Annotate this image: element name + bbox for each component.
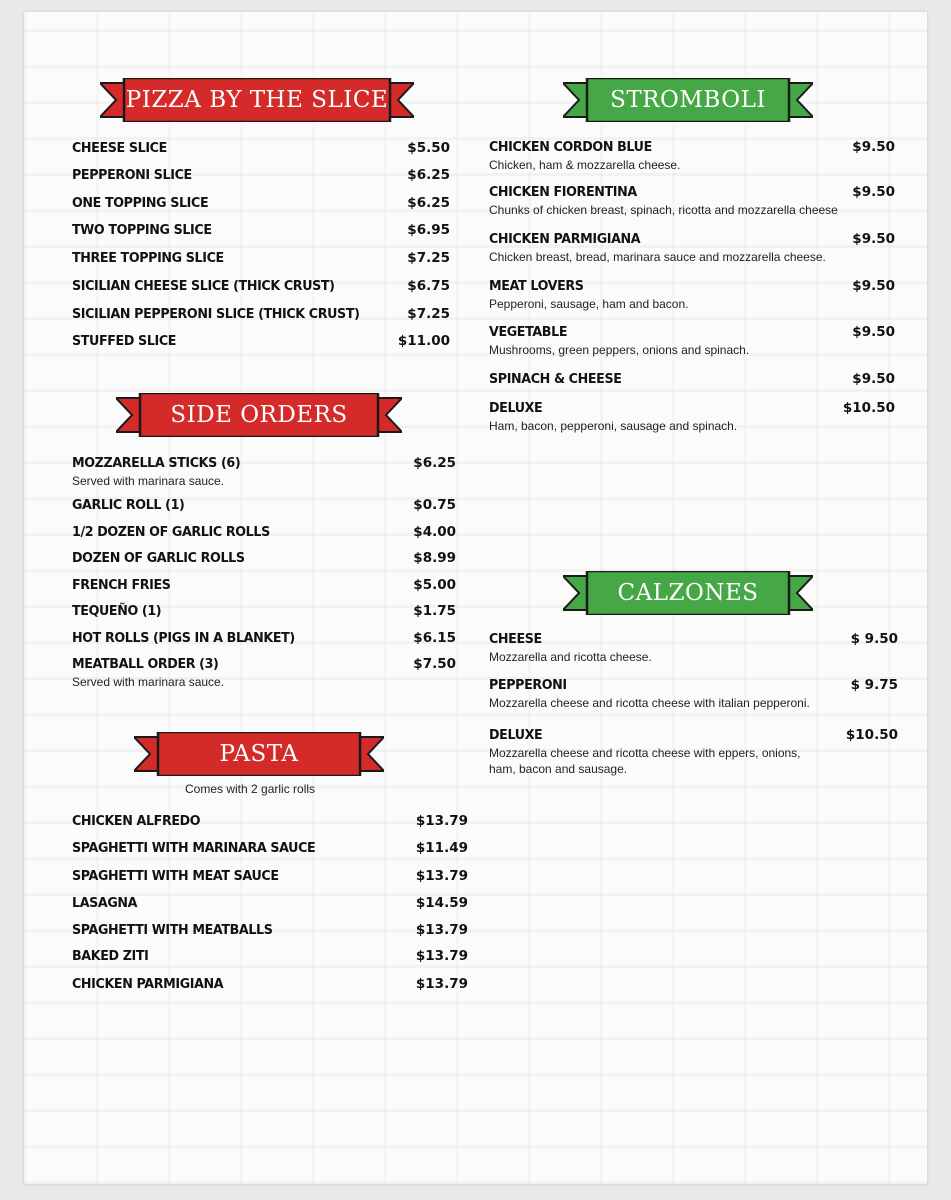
item-name: HOT ROLLS (PIGS IN A BLANKET) [72, 630, 295, 646]
item-name: DOZEN OF GARLIC ROLLS [72, 550, 245, 566]
item-price: $7.25 [407, 250, 450, 266]
item-name: CHICKEN CORDON BLUE [489, 139, 652, 155]
item-price: $6.15 [413, 630, 456, 646]
item-name: CHEESE [489, 631, 542, 647]
item-price: $13.79 [415, 976, 468, 992]
pizza-banner [100, 78, 414, 122]
item-name: BAKED ZITI [72, 948, 149, 964]
item-name: DELUXE [489, 400, 543, 416]
pasta-title: PASTA [219, 741, 299, 767]
item-price: $9.50 [852, 371, 895, 387]
item-description: Chunks of chicken breast, spinach, ricotta and mozzarella cheese [489, 203, 838, 217]
pizza-title: PIZZA BY THE SLICE [125, 87, 389, 113]
item-description: Chicken breast, bread, marinara sauce and mozzarella cheese. [489, 250, 826, 264]
item-price: $6.75 [407, 278, 450, 294]
item-name: CHICKEN PARMIGIANA [489, 231, 641, 247]
item-name: CHEESE SLICE [72, 140, 167, 156]
side-orders-title: SIDE ORDERS [170, 402, 348, 428]
item-price: $14.59 [415, 895, 468, 911]
item-description: Mozzarella cheese and ricotta cheese with italian pepperoni. [489, 696, 810, 710]
pasta-note: Comes with 2 garlic rolls [185, 782, 316, 796]
item-name: PEPPERONI SLICE [72, 167, 192, 183]
side-orders-banner [116, 393, 402, 437]
item-name: THREE TOPPING SLICE [72, 250, 224, 266]
item-description: Mushrooms, green peppers, onions and spinach. [489, 343, 750, 357]
item-name: LASAGNA [72, 895, 138, 911]
item-price: $10.50 [845, 727, 898, 743]
item-name: SPAGHETTI WITH MARINARA SAUCE [72, 840, 316, 856]
item-name: MEATBALL ORDER (3) [72, 656, 219, 672]
item-price: $11.49 [415, 840, 468, 856]
item-name: SPAGHETTI WITH MEAT SAUCE [72, 868, 279, 884]
item-price: $ 9.75 [850, 677, 898, 693]
item-price: $13.79 [415, 868, 468, 884]
menu-page [24, 12, 927, 1184]
item-price: $4.00 [413, 524, 456, 540]
item-description: Pepperoni, sausage, ham and bacon. [489, 297, 689, 311]
item-price: $10.50 [842, 400, 895, 416]
item-name: MOZZARELLA STICKS (6) [72, 455, 241, 471]
item-price: $5.00 [413, 577, 456, 593]
item-name: 1/2 DOZEN OF GARLIC ROLLS [72, 524, 270, 540]
item-name: CHICKEN PARMIGIANA [72, 976, 224, 992]
item-price: $7.25 [407, 306, 450, 322]
calzones-title: CALZONES [617, 580, 759, 606]
item-price: $13.79 [415, 948, 468, 964]
item-price: $5.50 [407, 140, 450, 156]
item-description: Chicken, ham & mozzarella cheese. [489, 158, 681, 172]
item-price: $9.50 [852, 278, 895, 294]
item-description: Ham, bacon, pepperoni, sausage and spinach. [489, 419, 738, 433]
item-price: $8.99 [413, 550, 456, 566]
stromboli-banner [563, 78, 813, 122]
item-price: $7.50 [413, 656, 456, 672]
item-name: TEQUEÑO (1) [72, 603, 162, 619]
item-price: $9.50 [852, 324, 895, 340]
item-description: Mozzarella and ricotta cheese. [489, 650, 652, 664]
item-description: Served with marinara sauce. [72, 675, 225, 689]
item-price: $6.25 [407, 195, 450, 211]
item-name: STUFFED SLICE [72, 333, 177, 349]
item-name: FRENCH FRIES [72, 577, 171, 593]
item-name: SPAGHETTI WITH MEATBALLS [72, 922, 273, 938]
item-name: CHICKEN ALFREDO [72, 813, 201, 829]
item-name: SPINACH & CHEESE [489, 371, 622, 387]
item-description: Served with marinara sauce. [72, 474, 225, 488]
item-price: $6.25 [407, 167, 450, 183]
item-name: GARLIC ROLL (1) [72, 497, 185, 513]
item-price: $6.95 [407, 222, 450, 238]
item-price: $9.50 [852, 139, 895, 155]
calzones-banner [563, 571, 813, 615]
item-name: VEGETABLE [489, 324, 568, 340]
pasta-banner [134, 732, 384, 776]
item-name: TWO TOPPING SLICE [72, 222, 212, 238]
item-name: PEPPERONI [489, 677, 567, 693]
item-name: CHICKEN FIORENTINA [489, 184, 637, 200]
item-price: $1.75 [413, 603, 456, 619]
item-name: MEAT LOVERS [489, 278, 584, 294]
item-name: SICILIAN PEPPERONI SLICE (THICK CRUST) [72, 306, 360, 322]
item-description: Mozzarella cheese and ricotta cheese with eppers, onions, ham, bacon and sausage. [489, 746, 801, 776]
item-price: $13.79 [415, 922, 468, 938]
item-price: $6.25 [413, 455, 456, 471]
item-price: $11.00 [397, 333, 450, 349]
item-price: $0.75 [413, 497, 456, 513]
item-name: DELUXE [489, 727, 543, 743]
stromboli-title: STROMBOLI [610, 87, 766, 113]
item-name: SICILIAN CHEESE SLICE (THICK CRUST) [72, 278, 335, 294]
item-name: ONE TOPPING SLICE [72, 195, 209, 211]
item-price: $ 9.50 [850, 631, 898, 647]
item-price: $9.50 [852, 184, 895, 200]
item-price: $9.50 [852, 231, 895, 247]
item-price: $13.79 [415, 813, 468, 829]
